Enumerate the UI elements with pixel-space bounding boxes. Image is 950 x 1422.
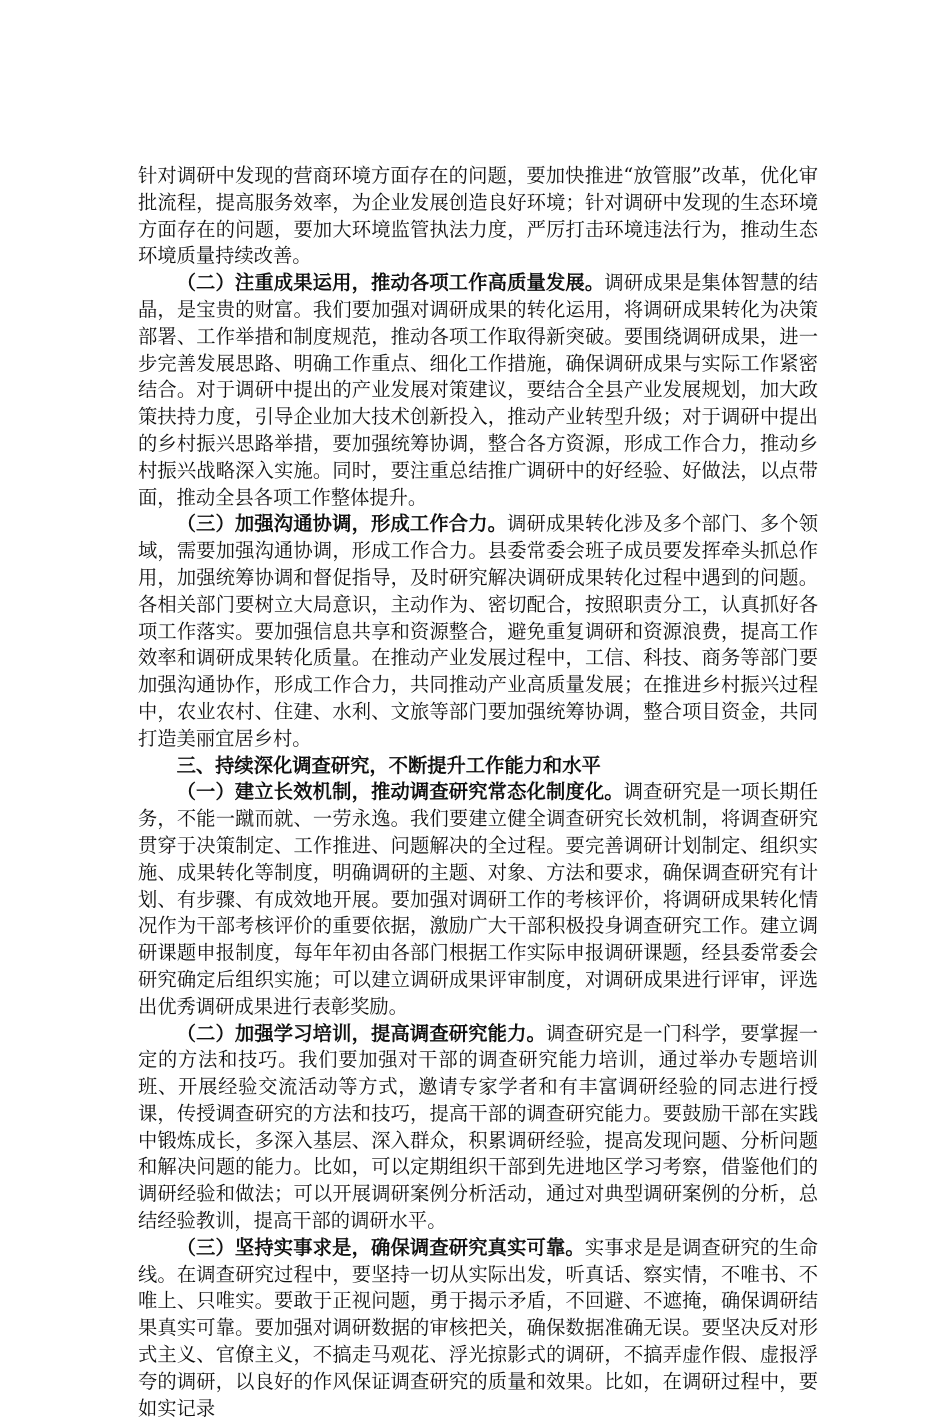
paragraph-long-term-mechanism bbox=[138, 779, 818, 1020]
paragraph-text: 调查研究是一项长期任务，不能一蹴而就、一劳永逸。我们要建立健全调查研究长效机制，将调查研究贯穿于决策制定、工作推进、问题解决的全过程。要完善调研计划制定、组织实施、成果转化等制度，明确调研的主题、对象、方法和要求，确保调查研究有计划、有步骤、有成效地开展。要加强对调研工作的考核评价，将调研成果转化情况作为干部考核评价的重要依据，激励广大干部积极投身调查研究工作。建立调研课题申报制度，每年年初由各部门根据工作实际申报调研课题，经县委常委会研究确定后组织实施；可以建立调研成果评审制度，对调研成果进行评审，评选出优秀调研成果进行表彰奖励。 bbox=[138, 780, 819, 1018]
subsection-lead: （一）建立长效机制，推动调查研究常态化制度化。 bbox=[176, 780, 624, 804]
document-body bbox=[138, 163, 818, 1422]
paragraph-communication bbox=[138, 511, 818, 752]
paragraph-text: 实事求是是调查研究的生命线。在调查研究过程中，要坚持一切从实际出发，听真话、察实情，不唯书、不唯上、只唯实。要敢于正视问题，勇于揭示矛盾，不回避、不遮掩，确保调研结果真实可靠。要加强对调研数据的审核把关，确保数据准确无误。要坚决反对形式主义、官僚主义，不搞走马观花、浮光掠影式的调研，不搞弄虚作假、虚报浮夸的调研，以良好的作风保证调查研究的质量和效果。比如，在调研过程中，要如实记录 bbox=[138, 1235, 819, 1420]
paragraph-text: 调研成果转化涉及多个部门、多个领域，需要加强沟通协调，形成工作合力。县委常委会班子成员要发挥牵头抓总作用，加强统筹协调和督促指导，及时研究解决调研成果转化过程中遇到的问题。各相关部门要树立大局意识，主动作为、密切配合，按照职责分工，认真抓好各项工作落实。要加强信息共享和资源整合，避免重复调研和资源浪费，提高工作效率和调研成果转化质量。在推动产业发展过程中，工信、科技、商务等部门要加强沟通协作，形成工作合力，共同推动产业高质量发展；在推进乡村振兴过程中，农业农村、住建、水利、文旅等部门要加强统筹协调，整合项目资金，共同打造美丽宜居乡村。 bbox=[138, 512, 819, 750]
section-heading: 三、持续深化调查研究，不断提升工作能力和水平 bbox=[176, 753, 601, 777]
paragraph-training bbox=[138, 1021, 818, 1235]
paragraph-results-application bbox=[138, 270, 818, 511]
subsection-lead: （三）加强沟通协调，形成工作合力。 bbox=[176, 512, 508, 536]
subsection-lead: （二）加强学习培训，提高调查研究能力。 bbox=[176, 1021, 546, 1045]
paragraph-text: 调研成果是集体智慧的结晶，是宝贵的财富。我们要加强对调研成果的转化运用，将调研成果转化为决策部署、工作举措和制度规范，推动各项工作取得新突破。要围绕调研成果，进一步完善发展思路、明确工作重点、细化工作措施，确保调研成果与实际工作紧密结合。对于调研中提出的产业发展对策建议，要结合全县产业发展规划，加大政策扶持力度，引导企业加大技术创新投入，推动产业转型升级；对于调研中提出的乡村振兴思路举措，要加强统筹协调，整合各方资源，形成工作合力，推动乡村振兴战略深入实施。同时，要注重总结推广调研中的好经验、好做法，以点带面，推动全县各项工作整体提升。 bbox=[138, 271, 819, 509]
paragraph-text: 调查研究是一门科学，要掌握一定的方法和技巧。我们要加强对干部的调查研究能力培训，通过举办专题培训班、开展经验交流活动等方式，邀请专家学者和有丰富调研经验的同志进行授课，传授调查研究的方法和技巧，提高干部的调查研究能力。要鼓励干部在实践中锻炼成长，多深入基层、深入群众，积累调研经验，提高发现问题、分析问题和解决问题的能力。比如，可以定期组织干部到先进地区学习考察，借鉴他们的调研经验和做法；可以开展调研案例分析活动，通过对典型调研案例的分析，总结经验教训，提高干部的调研水平。 bbox=[138, 1021, 819, 1233]
paragraph-seek-truth bbox=[138, 1235, 818, 1422]
subsection-lead: （二）注重成果运用，推动各项工作高质量发展。 bbox=[176, 271, 605, 295]
subsection-lead: （三）坚持实事求是，确保调查研究真实可靠。 bbox=[176, 1235, 585, 1259]
paragraph-continuation: 针对调研中发现的营商环境方面存在的问题，要加快推进“放管服”改革，优化审批流程，提高服务效率，为企业发展创造良好环境；针对调研中发现的生态环境方面存在的问题，要加大环境监管执法力度，严厉打击环境违法行为，推动生态环境质量持续改善。 bbox=[138, 164, 818, 268]
